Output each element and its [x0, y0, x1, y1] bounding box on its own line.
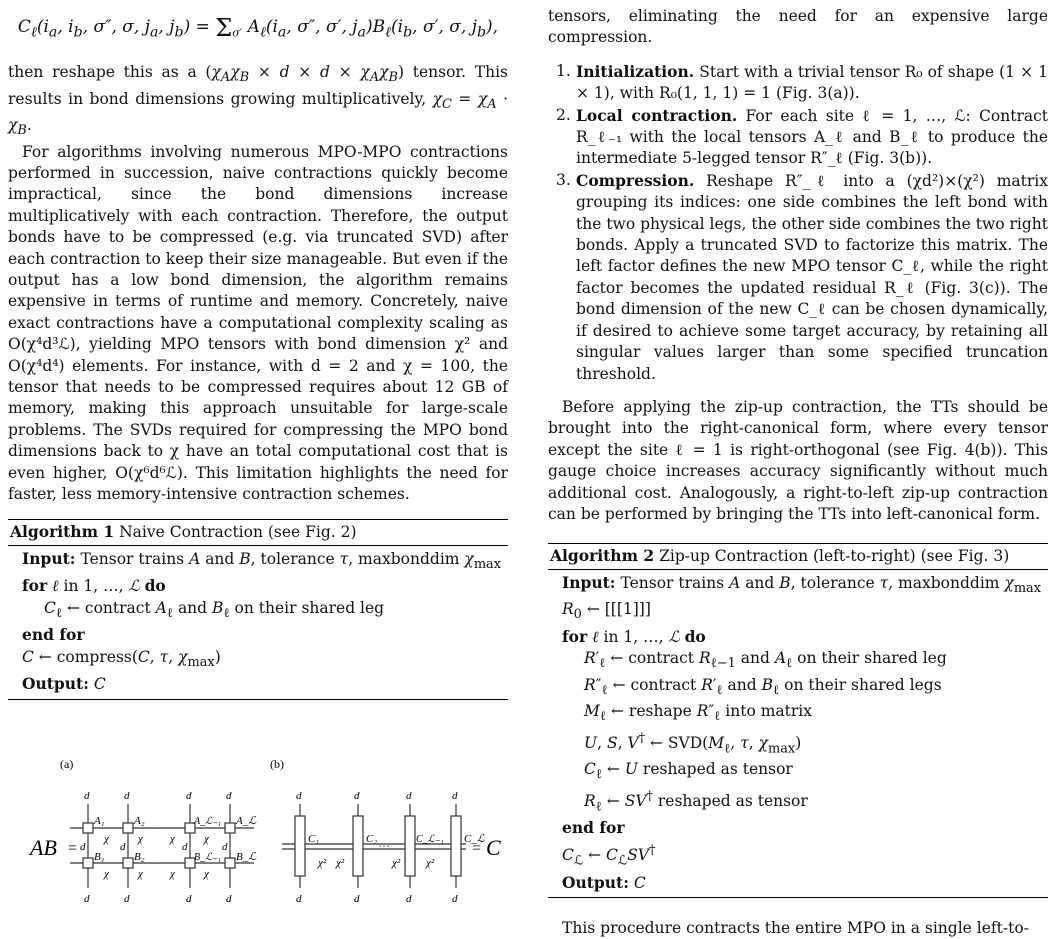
- step-item: [548, 170, 1048, 385]
- step-text: Start with a trivial tensor R₀ of shape (1 × 1 × 1), with R₀(1, 1, 1) = 1 (Fig. 3(a)).: [576, 62, 1048, 103]
- chi-label: χ: [204, 868, 209, 880]
- tensor-AL: [225, 823, 235, 833]
- algo-line: $M_\ell$ ← reshape $R''_\ell$ into matrix: [584, 702, 812, 725]
- chi2-label: χ²: [426, 857, 435, 869]
- algo-line: $C_ℒ$ ← $C_ℒSV^\dagger$: [562, 842, 656, 869]
- chi-label: χ: [104, 868, 109, 880]
- A-label: A₂: [134, 815, 145, 827]
- ellipsis: ⋯: [378, 839, 390, 853]
- algo-line: U, S, V† ← $SVD(M_\ell$, τ, $\chi_{max}$): [584, 730, 802, 756]
- lhs-label: AB: [30, 835, 57, 860]
- tensor-CL: [451, 816, 461, 876]
- d-label: d: [406, 790, 412, 802]
- algo-line: $C_\ell$ ← contract $A_\ell$ and $B_\ell$ on their shared leg: [44, 598, 385, 621]
- algo-line: end for: [562, 818, 625, 838]
- d-label: d: [124, 790, 130, 802]
- algorithm-caption: Zip-up Contraction (left-to-right) (see Fig. 3): [659, 547, 1010, 566]
- step-item: [548, 61, 1048, 105]
- panel-b-network: [282, 804, 466, 888]
- ellipsis: ⋯: [150, 856, 162, 870]
- paragraph-canonical: Before applying the zip-up contraction, the TTs should be brought into the right-canonical form, where every tensor except the site ℓ = 1 is right-orthogonal (see Fig. 4(b)). This gauge choice increases accuracy significantly without much additional cost. Analogously, a right-to-left zip-up contraction can be performed by bringing the TTs into left-canonical form.: [548, 397, 1048, 523]
- algorithm-1: [8, 519, 508, 699]
- d-label: d: [296, 790, 302, 802]
- step-item: [548, 105, 1048, 170]
- C-label: C₂: [366, 833, 378, 845]
- d-label: d: [296, 893, 302, 905]
- B-label: B₂: [134, 851, 145, 863]
- chi-label: χ: [104, 833, 109, 845]
- d-label: d: [186, 893, 192, 905]
- d-label: d: [452, 790, 458, 802]
- A-label: A₁: [94, 815, 105, 827]
- figure-2: [8, 754, 508, 924]
- step-head: Initialization.: [576, 61, 695, 81]
- algorithm-1-title: [8, 520, 508, 545]
- algo-line: end for: [22, 625, 85, 645]
- steps-list: [548, 61, 1048, 385]
- tensor-B2: [123, 858, 133, 868]
- d-label: d: [222, 841, 228, 853]
- algo-line: C ← compress(C, τ, $\chi_{max}$): [22, 647, 221, 670]
- tail-text: This procedure contracts the entire MPO in a single left-to-: [562, 918, 1029, 937]
- d-label: d: [84, 893, 90, 905]
- algo-line: $R_0$ ← [[[1]]]: [562, 600, 651, 623]
- equation: $C_\ell(i_a$, $i_b$, σ″, σ, $j_a$, $j_b) = \Sigma_{\sigma'}$ $A_\ell(i_a$, σ″, σ′, $j_a)B_\ell(i_b$, σ′, σ, $j_b$),: [17, 14, 499, 42]
- A-label: A_ℒ₋₁: [194, 816, 222, 827]
- rhs-label: C: [486, 835, 501, 860]
- step-text: For each site ℓ = 1, …, ℒ: Contract R_ℓ₋₁ with the local tensors A_ℓ and B_ℓ to produce the intermediate 5-legged tensor R″_ℓ (Fig. 3(b)).: [576, 106, 1049, 168]
- tensor-BL: [225, 858, 235, 868]
- d-label: d: [354, 893, 360, 905]
- chi2-label: χ²: [392, 857, 401, 869]
- A-label: A_ℒ: [236, 815, 257, 827]
- algorithm-caption: Naive Contraction (see Fig. 2): [119, 523, 357, 542]
- algo-line: $R''_\ell$ ← contract $R'_\ell$ and $B_\ell$ on their shared legs: [584, 675, 942, 698]
- B-label: B_ℒ₋₁: [194, 852, 222, 863]
- tensor-C1: [295, 816, 305, 876]
- step-number: 3.: [556, 170, 571, 189]
- equals-sign-a: =: [68, 840, 78, 857]
- B-label: B_ℒ: [236, 851, 257, 863]
- chi-label: χ: [138, 833, 143, 845]
- chi-label: χ: [138, 868, 143, 880]
- d-label: d: [124, 893, 130, 905]
- tensor-A1: [83, 823, 93, 833]
- algo-line: Input: Tensor trains A and B, tolerance τ, maxbonddim $\chi_{max}$: [562, 572, 1042, 596]
- algo-line: for ℓ in 1, …, ℒ do: [22, 576, 166, 596]
- algorithm-1-body: [8, 546, 508, 699]
- tensor-C2: [353, 816, 363, 876]
- algorithm-2: [548, 543, 1048, 898]
- B-label: B₁: [94, 851, 105, 863]
- algorithm-label: Algorithm 1: [10, 522, 115, 542]
- algo-line: Output: C: [562, 872, 646, 892]
- d-label: d: [226, 790, 232, 802]
- d-label: d: [80, 841, 86, 853]
- step-number: 1.: [556, 61, 571, 80]
- chi-label: χ: [170, 868, 175, 880]
- chi2-label: χ²: [336, 857, 345, 869]
- tensor-A2: [123, 823, 133, 833]
- step-number: 2.: [556, 105, 571, 124]
- d-label: d: [406, 893, 412, 905]
- intro-text: tensors, eliminating the need for an expensive large compression.: [548, 7, 1048, 47]
- C-label: C_ℒ: [464, 833, 485, 845]
- d-label: d: [354, 790, 360, 802]
- algorithm-2-body: [548, 570, 1048, 897]
- equals-sign-b: =: [472, 840, 482, 857]
- step-text: Reshape R″_ℓ into a (χd²)×(χ²) matrix grouping its indices: one side combines the left bond with the two physical legs, the other side combines the two right bonds. Apply a truncated SVD to factorize this matrix. The left factor defines the new MPO tensor C_ℓ, while the right factor becomes the updated residual R_ℓ (Fig. 3(c)). The bond dimension of the new C_ℓ can be chosen dynamically, if desired to achieve some target accuracy, by retaining all singular values larger than some specified truncation threshold.: [576, 171, 1048, 383]
- chi-label: χ: [170, 833, 175, 845]
- d-label: d: [120, 841, 126, 853]
- C-label: C_ℒ₋₁: [416, 834, 444, 845]
- d-label: d: [186, 790, 192, 802]
- panel-b-label: (b): [270, 757, 284, 771]
- paragraph: then reshape this as a $(\chi_A\chi_B \times d \times d \times \chi_A\chi_B)$ tensor. This results in bond dimensions growing multiplicatively, $\chi_C = \chi_A \cdot \chi_B$.: [8, 63, 509, 139]
- d-label: d: [226, 893, 232, 905]
- algo-line: $R'_\ell$ ← contract $R_{\ell-1}$ and $A_\ell$ on their shared leg: [584, 649, 947, 672]
- algorithm-2-title: [548, 544, 1048, 569]
- tensor-CL-1: [405, 816, 415, 876]
- chi-label: χ: [204, 833, 209, 845]
- C-label: C₁: [308, 833, 320, 845]
- algo-line: Input: Tensor trains A and B, tolerance τ, maxbonddim $\chi_{max}$: [22, 548, 502, 572]
- paragraph-naive: For algorithms involving numerous MPO-MPO contractions performed in succession, naive contractions quickly become impractical, since the bond dimensions increase multiplicatively with each contraction. Therefore, the output bonds have to be compressed (e.g. via truncated SVD) after each contraction to keep their size manageable. But even if the output has a low bond dimension, the algorithm remains expensive in terms of runtime and memory. Concretely, naive exact contractions have a computational complexity scaling as O(χ⁴d³ℒ), yielding MPO tensors with bond dimension χ² and O(χ⁴d⁴) elements. For instance, with d = 2 and χ = 100, the tensor that needs to be compressed requires about 12 GB of memory, making this approach unsuitable for large-scale problems. The SVDs required for compressing the MPO bond dimensions back to χ have an total computational cost that is even higher, O(χ⁶d⁶ℒ). This limitation highlights the need for faster, less memory-intensive contraction schemes.: [8, 142, 508, 503]
- tensor-B1: [83, 858, 93, 868]
- panel-a-label: (a): [60, 757, 74, 771]
- d-label: d: [452, 893, 458, 905]
- left-column: [8, 0, 509, 905]
- right-column: [548, 0, 1048, 939]
- step-head: Local contraction.: [576, 105, 738, 125]
- algo-line: $C_\ell$ ← U reshaped as tensor: [584, 760, 793, 783]
- algo-line: Output: C: [22, 674, 106, 694]
- algo-line: for ℓ in 1, …, ℒ do: [562, 626, 706, 646]
- step-head: Compression.: [576, 170, 695, 190]
- algorithm-label: Algorithm 2: [550, 546, 655, 566]
- algo-line: $R_\ell$ ← SV† reshaped as tensor: [584, 788, 808, 815]
- d-label: d: [182, 841, 188, 853]
- ellipsis: ⋯: [150, 821, 162, 835]
- d-label: d: [84, 790, 90, 802]
- chi2-label: χ²: [318, 857, 327, 869]
